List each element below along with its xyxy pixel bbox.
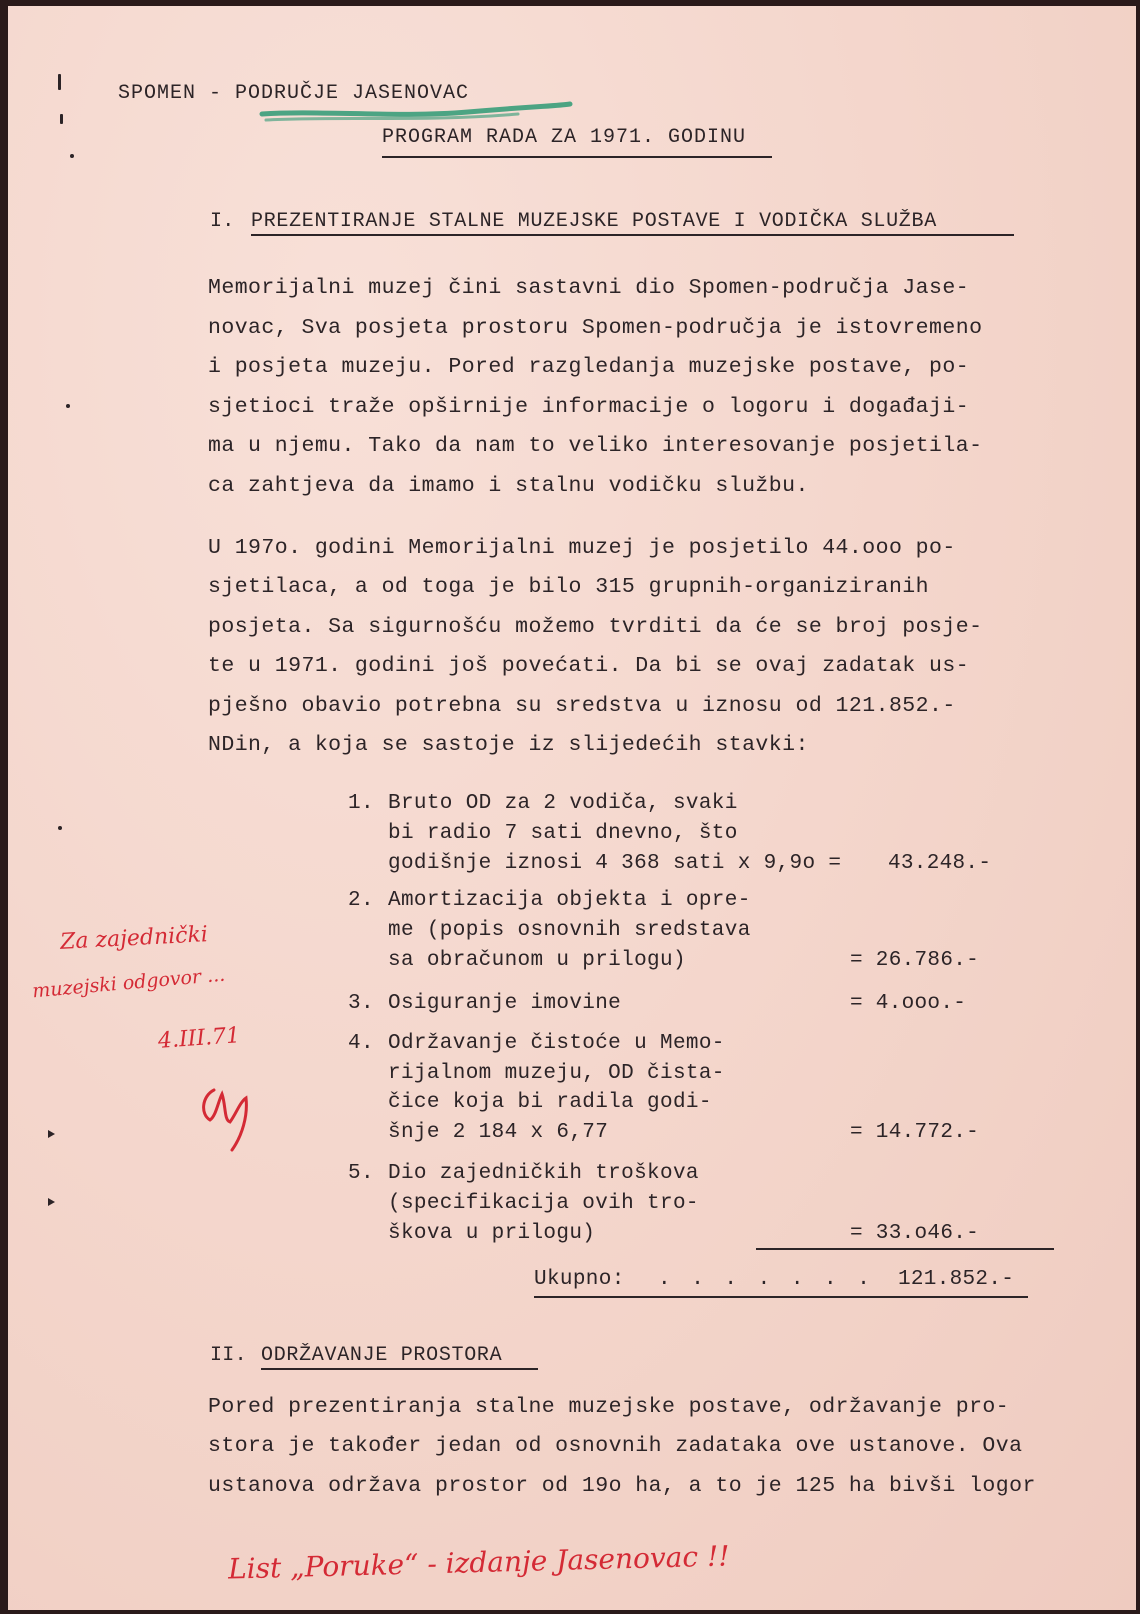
item-amount: = 26.786.- <box>850 949 980 972</box>
green-highlight-mark <box>258 96 578 126</box>
margin-note-line: 4.III.71 <box>157 1023 241 1054</box>
paragraph-line: stora je također jedan od osnovnih zadataka ove ustanove. Ova <box>208 1434 1023 1458</box>
item-line: šnje 2 184 x 6,77 <box>388 1121 609 1144</box>
paragraph-line: posjeta. Sa sigurnošću možemo tvrditi da će se broj posje- <box>208 615 983 639</box>
item-number: 3. <box>348 992 374 1015</box>
margin-note-line: Za zajednički <box>59 922 209 955</box>
item-line: Osiguranje imovine <box>388 992 622 1015</box>
paragraph-line: Pored prezentiranja stalne muzejske postave, održavanje pro- <box>208 1395 1010 1419</box>
item-line: Dio zajedničkih troškova <box>388 1162 699 1185</box>
item-amount: = 33.o46.- <box>850 1222 980 1245</box>
margin-mark <box>66 404 70 408</box>
paragraph-line: sjetilaca, a od toga je bilo 315 grupnih-organiziranih <box>208 575 930 599</box>
item-line: sa obračunom u prilogu) <box>388 949 686 972</box>
document-page <box>8 6 1136 1610</box>
institution-name: SPOMEN - PODRUČJE JASENOVAC <box>118 82 470 105</box>
section1-number: I. <box>210 210 235 233</box>
section2-number: II. <box>210 1344 247 1367</box>
paragraph-line: sjetioci traže opširnije informacije o logoru i događaji- <box>208 395 970 419</box>
section1-underline <box>251 234 1014 236</box>
margin-mark <box>58 826 62 830</box>
item-line: me (popis osnovnih sredstava <box>388 919 751 942</box>
paragraph-line: pješno obavio potrebna su sredstva u iznosu od 121.852.- <box>208 694 956 718</box>
paragraph-line: ca zahtjeva da imamo i stalnu vodičku službu. <box>208 474 809 498</box>
paragraph-line: U 197o. godini Memorijalni muzej je posjetilo 44.ooo po- <box>208 536 956 560</box>
item-line: škova u prilogu) <box>388 1222 596 1245</box>
margin-mark <box>70 154 74 158</box>
item-line: Održavanje čistoće u Memo- <box>388 1032 725 1055</box>
section1-heading: PREZENTIRANJE STALNE MUZEJSKE POSTAVE I VODIČKA SLUŽBA <box>251 210 937 233</box>
item-line: Bruto OD za 2 vodiča, svaki <box>388 792 738 815</box>
signature-icon <box>196 1076 266 1156</box>
paragraph-line: ma u njemu. Tako da nam to veliko interesovanje posjetila- <box>208 434 983 458</box>
section2-heading: ODRŽAVANJE PROSTORA <box>261 1344 503 1367</box>
paragraph-line: NDin, a koja se sastoje iz slijedećih stavki: <box>208 733 809 757</box>
item-number: 4. <box>348 1032 374 1055</box>
margin-mark <box>60 114 63 124</box>
margin-note-line: muzejski odgovor ... <box>31 963 226 1003</box>
margin-mark <box>58 74 61 90</box>
item-number: 1. <box>348 792 374 815</box>
item-amount: = 14.772.- <box>850 1121 980 1144</box>
total-dots: . . . . . . . <box>658 1268 874 1291</box>
item-number: 2. <box>348 889 374 912</box>
total-underline <box>534 1296 1028 1298</box>
item-line: rijalnom muzeju, OD čista- <box>388 1062 725 1085</box>
item-number: 5. <box>348 1162 374 1185</box>
footer-note: List „Poruke“ - izdanje Jasenovac !! <box>227 1539 730 1586</box>
paragraph-line: ustanova održava prostor od 19o ha, a to je 125 ha bivši logor <box>208 1474 1036 1498</box>
item-line: bi radio 7 sati dnevno, što <box>388 822 738 845</box>
total-amount: 121.852.- <box>898 1268 1015 1291</box>
paragraph-line: Memorijalni muzej čini sastavni dio Spomen-područja Jase- <box>208 276 970 300</box>
total-rule <box>756 1248 1054 1250</box>
margin-arrow-icon <box>48 1130 55 1138</box>
item-amount: 43.248.- <box>888 852 992 875</box>
total-label: Ukupno: <box>534 1268 625 1291</box>
item-line: (specifikacija ovih tro- <box>388 1192 699 1215</box>
item-amount: = 4.ooo.- <box>850 992 967 1015</box>
paragraph-line: novac, Sva posjeta prostoru Spomen-područja je istovremeno <box>208 316 983 340</box>
item-line: čice koja bi radila godi- <box>388 1091 712 1114</box>
title-underline <box>382 156 772 158</box>
paragraph-line: i posjeta muzeju. Pored razgledanja muzejske postave, po- <box>208 355 970 379</box>
paragraph-line: te u 1971. godini još povećati. Da bi se ovaj zadatak us- <box>208 654 970 678</box>
document-title: PROGRAM RADA ZA 1971. GODINU <box>382 126 747 149</box>
item-line: Amortizacija objekta i opre- <box>388 889 751 912</box>
section2-underline <box>261 1368 538 1370</box>
item-line: godišnje iznosi 4 368 sati x 9,9o = <box>388 852 842 875</box>
margin-arrow-icon <box>48 1198 55 1206</box>
